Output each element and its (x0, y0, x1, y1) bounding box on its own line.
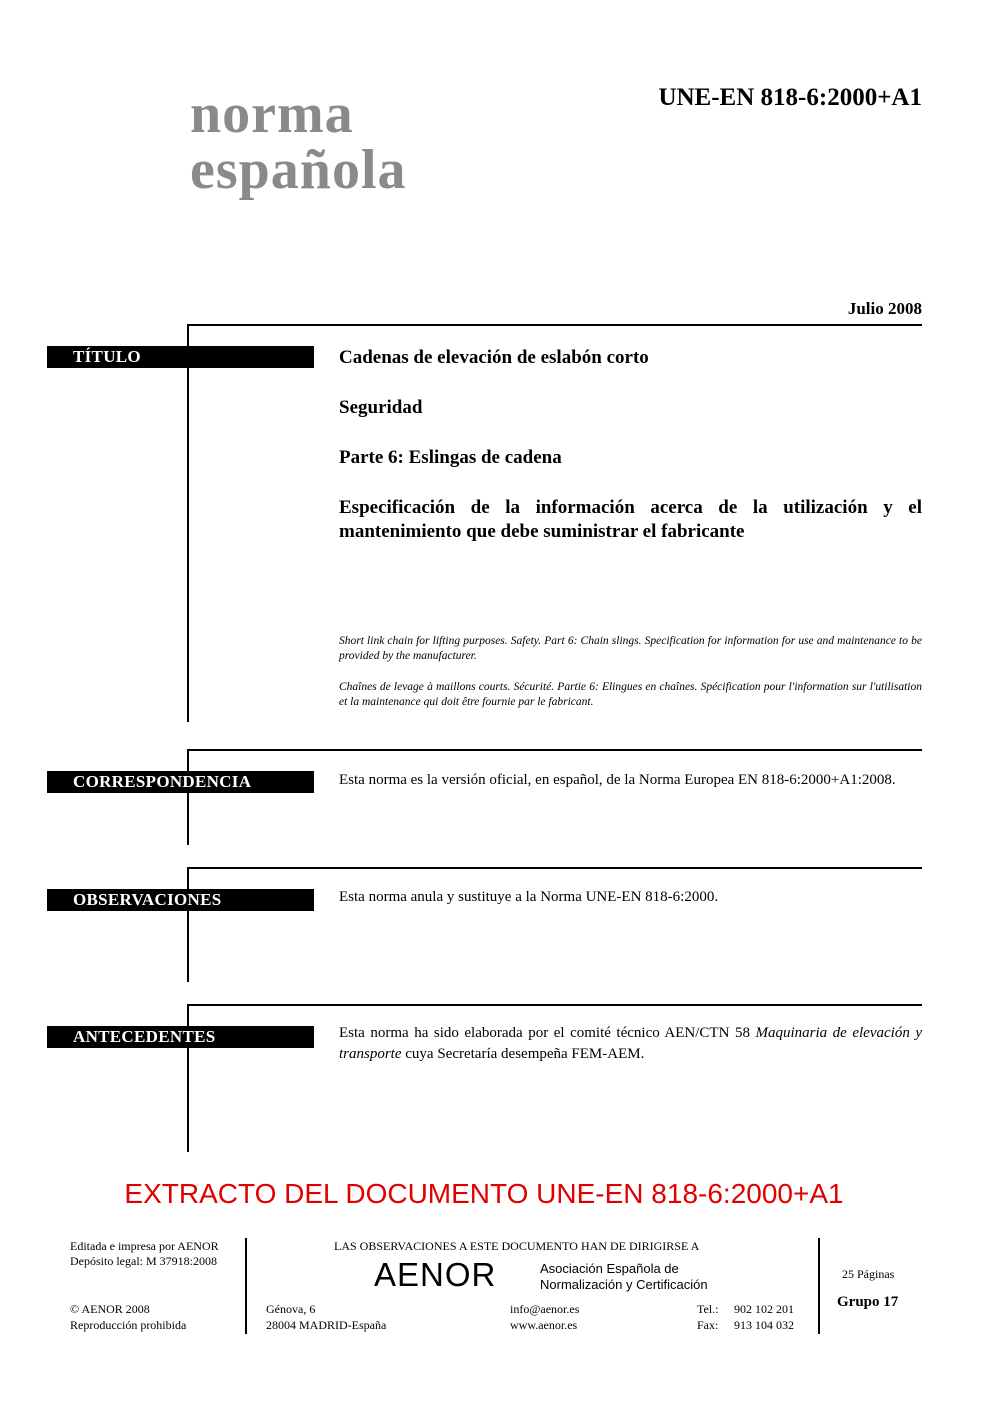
title-main: Cadenas de elevación de eslabón corto (339, 347, 649, 368)
footer-email[interactable]: info@aenor.es (510, 1302, 580, 1316)
section-rule-antecedentes (187, 1004, 922, 1006)
correspondencia-text: Esta norma es la versión oficial, en español, de la Norma Europea EN 818-6:2000+A1:2008. (339, 772, 896, 788)
observaciones-text: Esta norma anula y sustituye a la Norma UNE-EN 818-6:2000. (339, 889, 719, 905)
footer-address-1: Génova, 6 (266, 1302, 316, 1316)
title-part: Parte 6: Eslingas de cadena (339, 447, 562, 468)
title-french: Chaînes de levage à maillons courts. Sécurité. Partie 6: Elingues en chaînes. Spécification pour l'information sur l'utilisation et la maintenance qui doit être fournie par le fabricant. (339, 681, 922, 708)
aenor-logo-wordmark: AENOR (374, 1256, 497, 1293)
footer-web[interactable]: www.aenor.es (510, 1318, 578, 1332)
footer-deposit: Depósito legal: M 37918:2008 (70, 1254, 217, 1268)
publication-date: Julio 2008 (847, 299, 922, 318)
footer-fax: 913 104 032 (734, 1318, 794, 1332)
footer-divider-right (818, 1238, 820, 1334)
committee-name: Maquinaria de elevación y transporte (339, 1025, 923, 1062)
title-english: Short link chain for lifting purposes. Safety. Part 6: Chain slings. Specification for information for use and maintenance to be provided by the manufacturer. (339, 635, 922, 662)
footer-edited: Editada e impresa por AENOR (70, 1239, 219, 1253)
title-specification: Especificación de la información acerca de la utilización y el mantenimiento que debe suministrar el fabricante (339, 497, 922, 542)
footer-fax-label: Fax: (697, 1318, 719, 1332)
footer-group: Grupo 17 (837, 1294, 899, 1310)
section-vrule-titulo (187, 324, 189, 722)
title-safety: Seguridad (339, 397, 423, 418)
antecedentes-text-end: cuya Secretaría desempeña FEM-AEM. (401, 1046, 645, 1062)
footer-pages: 25 Páginas (842, 1267, 895, 1281)
footer-tel-label: Tel.: (697, 1302, 719, 1316)
section-vrule-observaciones (187, 867, 189, 982)
section-rule-titulo (187, 324, 922, 326)
section-vrule-correspondencia (187, 749, 189, 845)
section-label-observaciones: OBSERVACIONES (47, 889, 314, 911)
brand-line-1: norma (190, 83, 354, 145)
footer-address-2: 28004 MADRID-España (266, 1318, 387, 1332)
aenor-subtitle-line-2: Normalización y Certificación (540, 1277, 708, 1292)
antecedentes-text (339, 1023, 922, 1065)
extract-notice: EXTRACTO DEL DOCUMENTO UNE-EN 818-6:2000+A1 (124, 1178, 844, 1209)
aenor-logo-subtitle (540, 1261, 708, 1293)
footer-tel: 902 102 201 (734, 1302, 794, 1316)
footer-observations-heading: LAS OBSERVACIONES A ESTE DOCUMENTO HAN DE DIRIGIRSE A (334, 1239, 700, 1253)
antecedentes-text-start: Esta norma ha sido elaborada por el comité técnico AEN/CTN 58 (339, 1025, 756, 1041)
standard-code: UNE-EN 818-6:2000+A1 (658, 84, 922, 111)
section-label-antecedentes: ANTECEDENTES (47, 1026, 314, 1048)
section-label-titulo: TÍTULO (47, 346, 314, 368)
brand-line-2: española (190, 139, 407, 201)
section-rule-observaciones (187, 867, 922, 869)
aenor-subtitle-line-1: Asociación Española de (540, 1261, 679, 1276)
section-rule-correspondencia (187, 749, 922, 751)
section-label-correspondencia: CORRESPONDENCIA (47, 771, 314, 793)
footer-copyright: © AENOR 2008 (70, 1302, 150, 1316)
footer-reproduction: Reproducción prohibida (70, 1318, 187, 1332)
footer-divider-left (245, 1238, 247, 1334)
